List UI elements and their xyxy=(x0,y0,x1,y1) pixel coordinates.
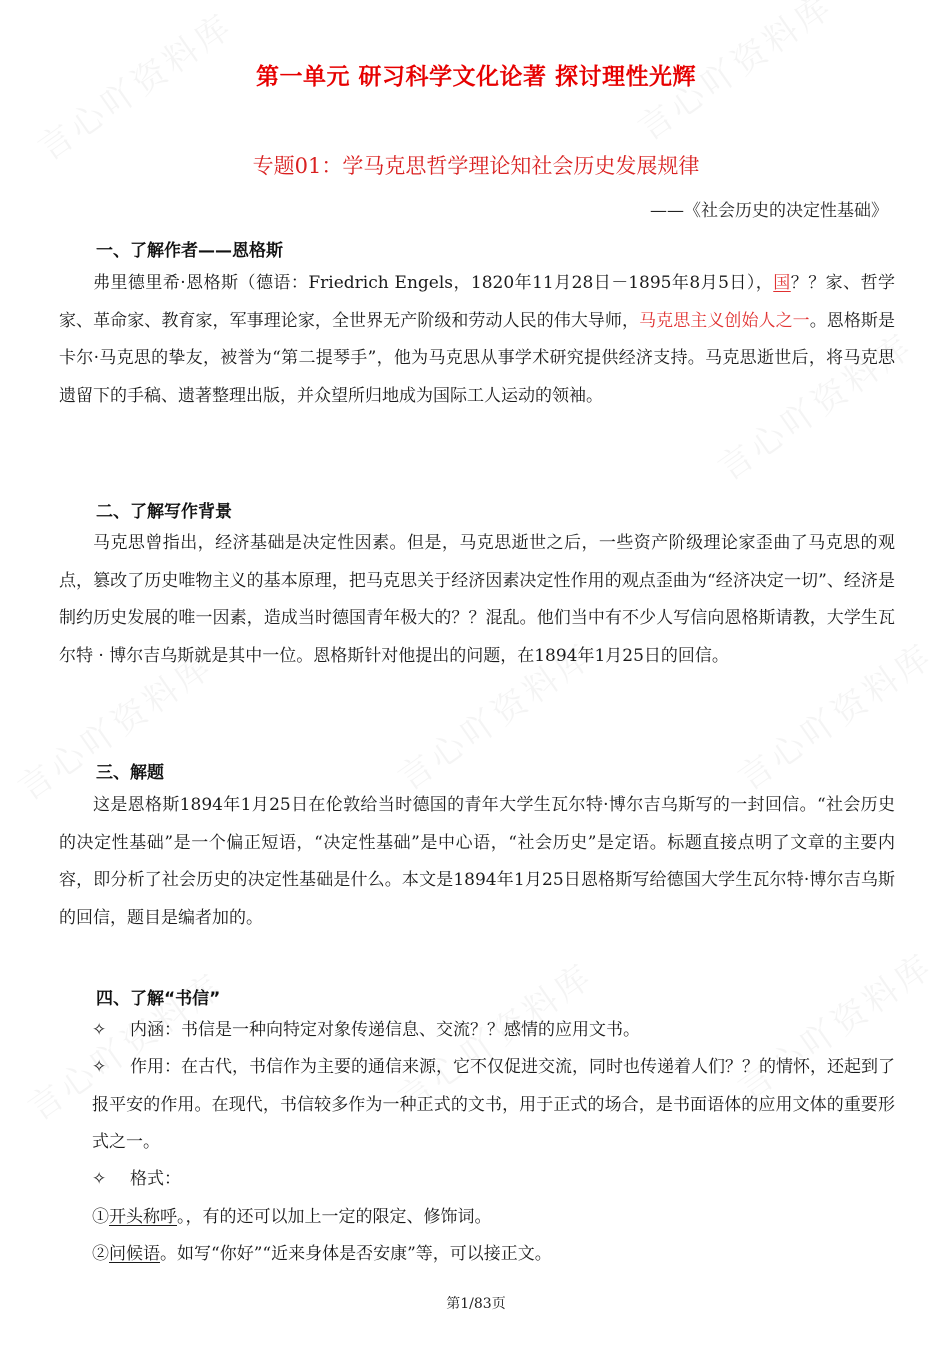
page-number: 第1/83页 xyxy=(446,1296,506,1312)
letter-item-format: ✧ 格式： xyxy=(92,1161,895,1199)
title-analysis-paragraph: 这是恩格斯1894年1月25日在伦敦给当时德国的青年大学生瓦尔特·博尔吉乌斯写的一封回信。“社会历史的决定性基础”是一个偏正短语，“决定性基础”是中心语，“社会历史”是定语。标题直接点明了文章的主要内容，即分析了社会历史的决定性基础是什么。本文是1894年1月25日恩格斯写给德国大学生瓦尔特·博尔吉乌斯的回信，题目是编者加的。 xyxy=(59,795,895,928)
background-paragraph: 马克思曾指出，经济基础是决定性因素。但是，马克思逝世之后，一些资产阶级理论家歪曲了马克思的观点，篡改了历史唯物主义的基本原理，把马克思关于经济因素决定性作用的观点歪曲为“经济决定一切”、经济是制约历史发展的唯一因素，造成当时德国青年极大的？？混乱。他们当中有不少人写信向恩格斯请教，大学生瓦尔特 · 博尔吉乌斯就是其中一位。恩格斯针对他提出的问题，在1894年1月25日的回信。 xyxy=(59,533,895,666)
section-heading-background: 二、了解写作背景 xyxy=(96,502,232,522)
author-paragraph: 弗里德里希·恩格斯（德语：Friedrich Engels，1820年11月28日－1895年8月5日），国？？家、哲学家、革命家、教育家，军事理论家，全世界无产阶级和劳动人民的伟大导师，马克思主义创始人之一。恩格斯是卡尔·马克思的挚友，被誉为“第二提琴手”，他为马克思从事学术研究提供经济支持。马克思逝世后，将马克思遗留下的手稿、遗著整理出版，并众望所归地成为国际工人运动的领袖。 xyxy=(59,273,896,406)
highlight-text: 国 xyxy=(773,273,791,293)
bullet-icon: ✧ xyxy=(92,1057,107,1077)
letter-item-function: ✧ 作用：在古代，书信作为主要的通信来源，它不仅促进交流，同时也传递着人们？？的情怀，还起到了报平安的作用。在现代，书信较多作为一种正式的文书，用于正式的场合，是书面语体的应用文体的重要形式之一。 xyxy=(92,1049,895,1162)
format-item-salutation: ②问候语。如写“你好”“近来身体是否安康”等，可以接正文。 xyxy=(92,1244,552,1264)
section-heading-author: 一、了解作者——恩格斯 xyxy=(96,241,283,261)
source-text: ——《社会历史的决定性基础》 xyxy=(650,201,888,221)
section-heading-title-analysis: 三、解题 xyxy=(96,763,164,783)
highlight-text: 马克思主义创始人之一 xyxy=(639,310,810,331)
bullet-icon: ✧ xyxy=(92,1020,107,1040)
bullet-icon: ✧ xyxy=(92,1169,107,1189)
topic-subtitle: 专题01：学马克思哲学理论知社会历史发展规律 xyxy=(252,154,700,178)
section-heading-letter: 四、了解“书信” xyxy=(96,989,221,1009)
page-title: 第一单元 研习科学文化论著 探讨理性光辉 xyxy=(255,64,696,90)
letter-item-definition: ✧ 内涵：书信是一种向特定对象传递信息、交流？？感情的应用文书。 xyxy=(92,1012,895,1050)
format-item-greeting-address: ①开头称呼。，有的还可以加上一定的限定、修饰词。 xyxy=(92,1207,492,1227)
